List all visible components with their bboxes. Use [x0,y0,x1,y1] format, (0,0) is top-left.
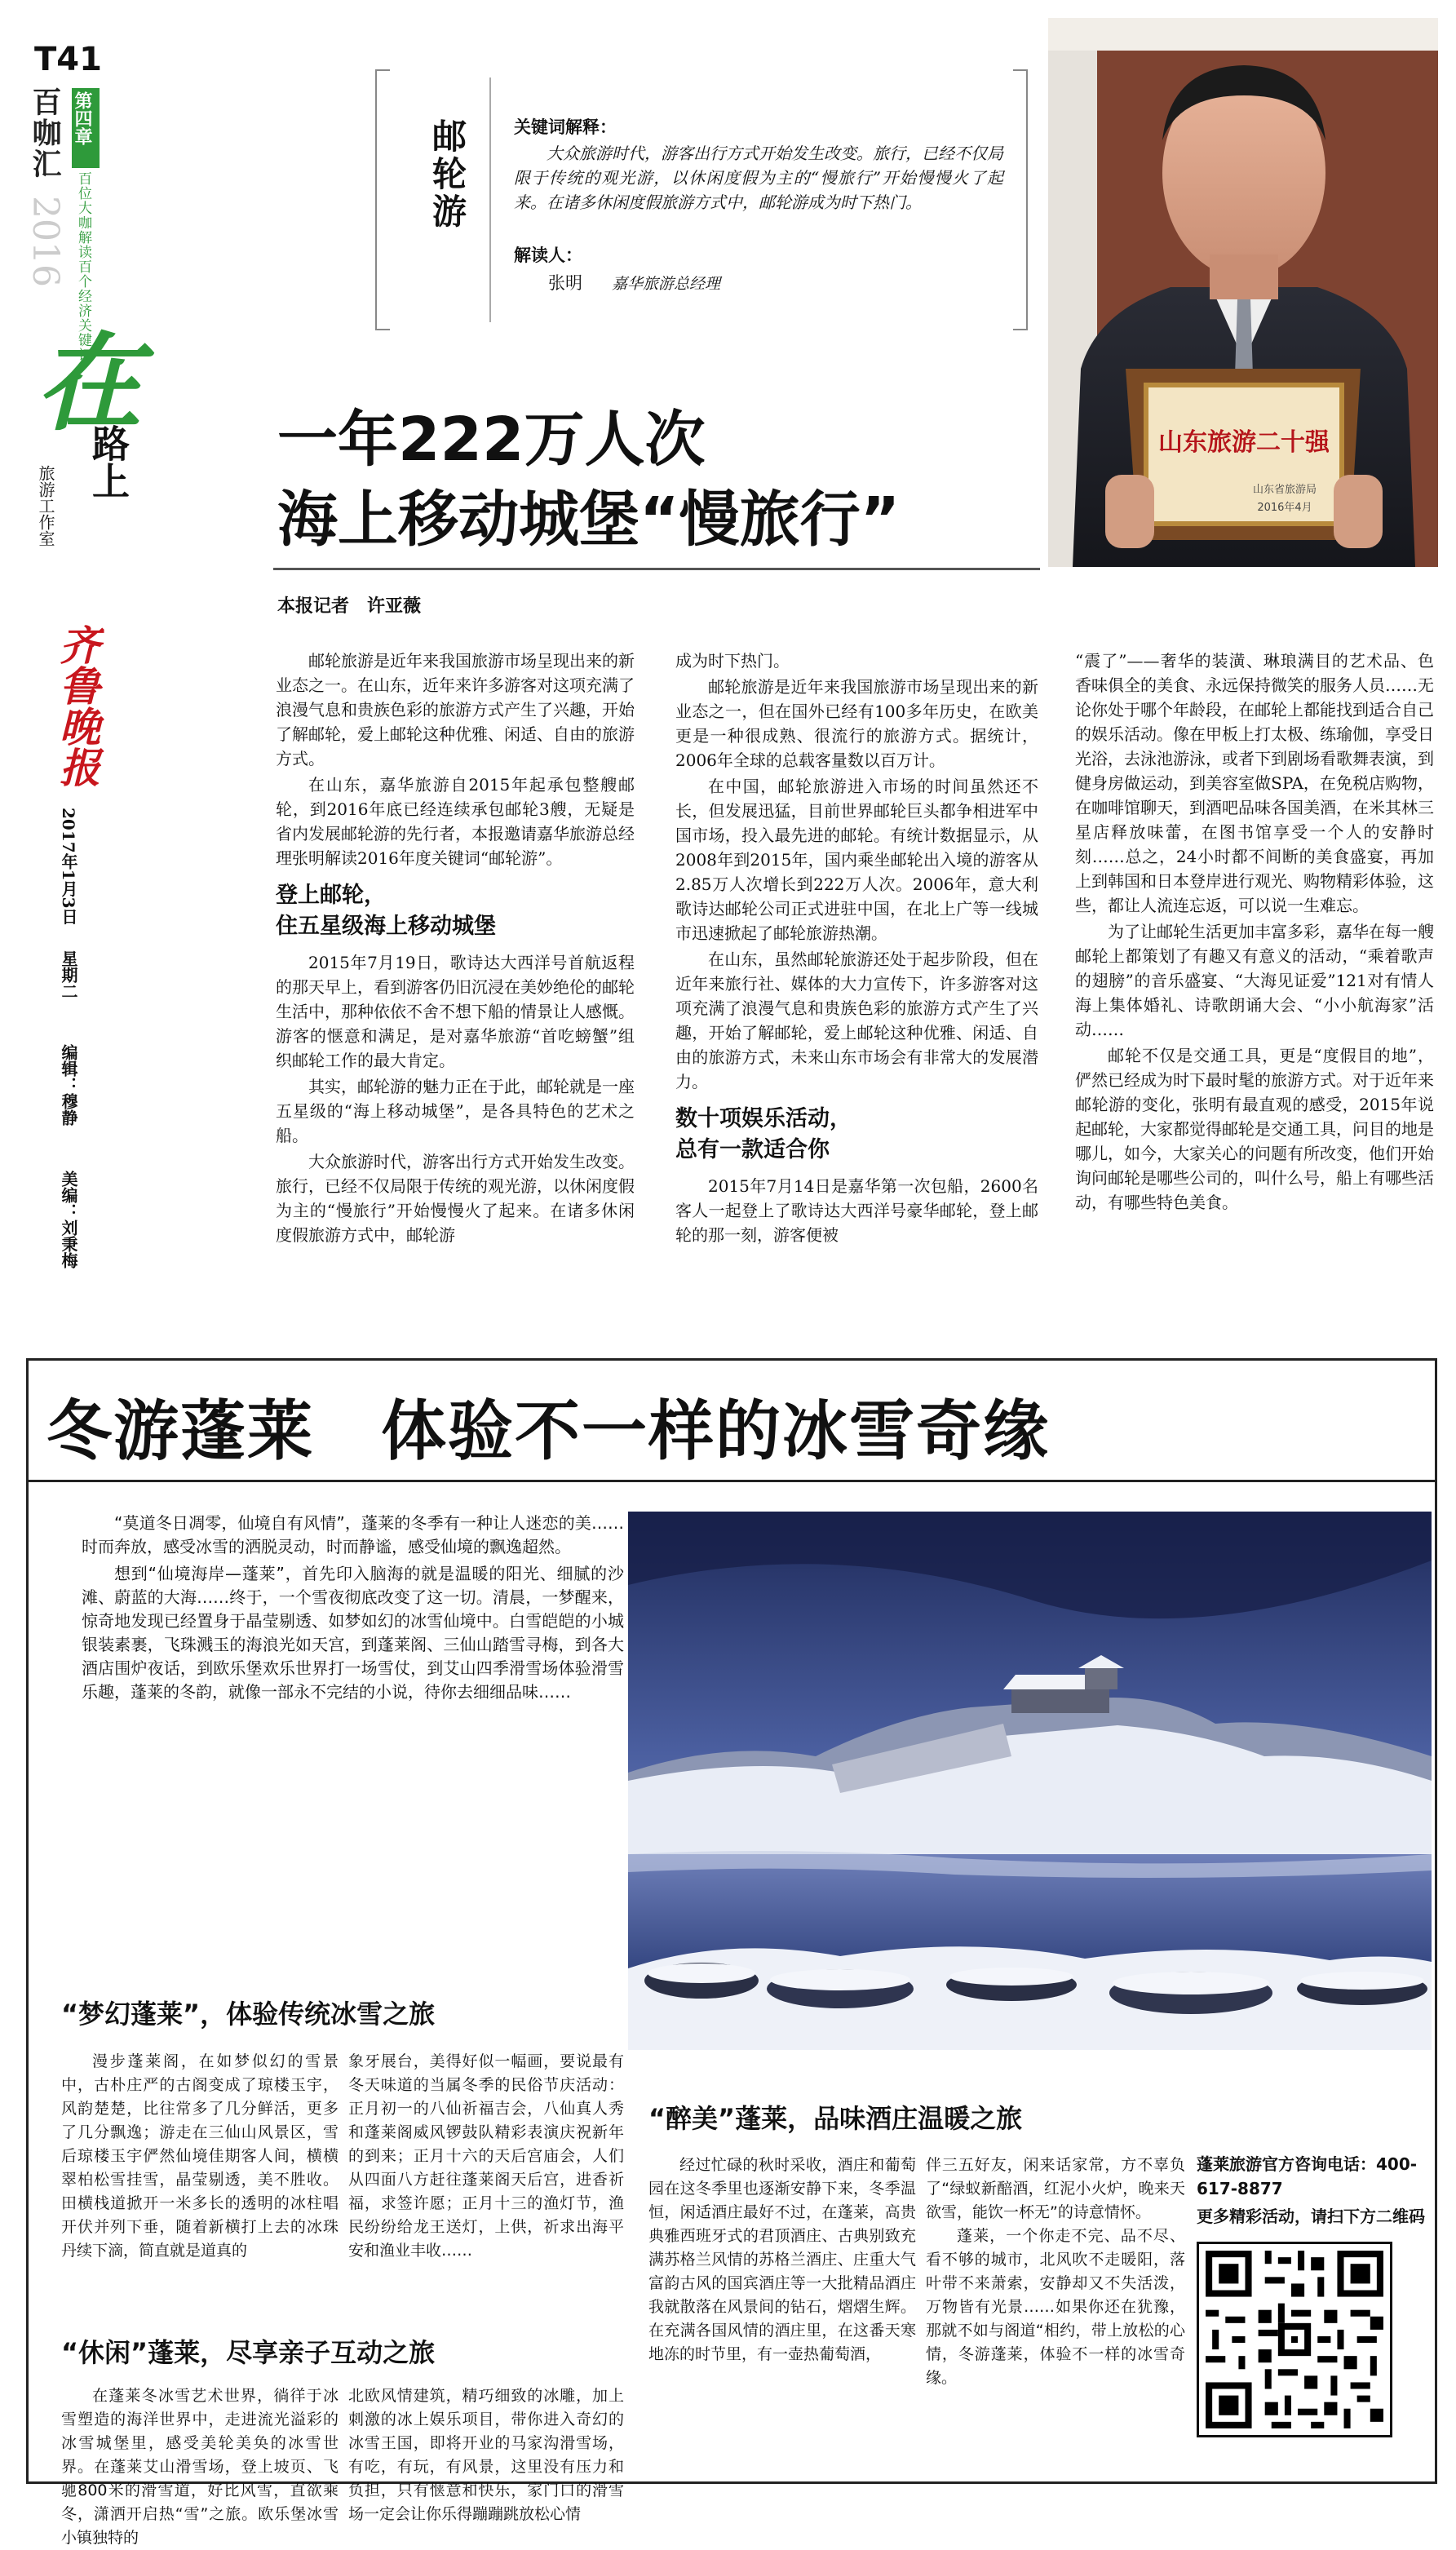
contact-box [1197,2152,1425,2437]
ad-section-2-title [61,2335,435,2370]
ad-headline: 冬游蓬莱 体验不一样的冰雪奇缘 [46,1393,1050,1469]
ad-lead-paragraph: 想到“仙境海岸—蓬莱”，首先印入脑海的就是温暖的阳光、细腻的沙滩、蔚蓝的大海……终于，一个雪夜彻底改变了这一切。清晨，一梦醒来，惊奇地发现已经置身于晶莹剔透、如梦如幻的冰雪仙境中。白雪皑皑的小城银装素裹，飞珠溅玉的海浪光如天宫，到蓬莱阁、三仙山踏雪寻梅，到各大酒店围炉夜话，到欧乐堡欢乐世界打一场雪仗，到艾山四季滑雪场体验滑雪乐趣，蓬莱的冬韵，就像一部永不完结的小说，待你去细细品味…… [82,1564,624,1702]
ad-paragraph: 伴三五好友，闲来话家常，方不辜负了“绿蚁新醅酒，红泥小火炉，晚来天欲雪，能饮一杯无”的诗意情怀。 [926,2156,1185,2221]
contact-more: 更多精彩活动，请扫下方二维码 [1197,2207,1425,2226]
snow-landscape-illustration [628,1512,1432,2050]
ad-headline-rule [29,1480,1435,1482]
newspaper-logo: 齐鲁晚报 [53,624,101,787]
ad-section-title: “休闲”蓬莱，尽享亲子互动之旅 [61,2337,436,2368]
ad-paragraph: 在蓬莱冬冰雪艺术世界，徜徉于冰雪塑造的海洋世界中，走进流光溢彩的冰雪城堡里，感受美轮美奂的冰雪世界。在蓬莱艾山滑雪场，登上坡页、飞驰800米的滑雪道，好比风雪，直欲乘冬，潇洒开启热“雪”之旅。欧乐堡冰雪小镇独特的 [61,2387,339,2547]
ad-lead-paragraph: “莫道冬日凋零，仙境自有风情”，蓬莱的冬季有一种让人迷恋的美……时而奔放，感受冰雪的洒脱灵动，时而静谧，感受仙境的飘逸超然。 [82,1513,624,1556]
article-paragraph: 在中国，邮轮旅游进入市场的时间虽然还不长，但发展迅猛，目前世界邮轮巨头都争相进军中国市场，投入最先进的邮轮。有统计数据显示，从2008年到2015年，国内乘坐邮轮出入境的游客从2.85万人次增长到222万人次。2006年，意大利歌诗达邮轮公司正式进驻中国，在北上广等一线城市迅速掀起了邮轮旅游热潮。 [675,777,1038,943]
article-paragraph: 大众旅游时代，游客出行方式开始发生改变。旅行，已经不仅局限于传统的观光游，以休闲度假为主的“慢旅行”开始慢慢火了起来。在诸多休闲度假旅游方式中，邮轮游 [276,1152,635,1245]
studio-label: 旅游工作室 [36,465,55,547]
reader-title: 嘉华旅游总经理 [612,275,721,293]
headline-line-2: 海上移动城堡“慢旅行” [277,485,901,555]
ad-section-1-title [61,1997,435,2031]
qr-code[interactable] [1197,2242,1392,2437]
editor-credit: 编辑：穆静 [59,1044,78,1126]
keyword-left-bracket [375,69,390,330]
keyword-right-bracket [1013,69,1028,330]
ad-paragraph: 漫步蓬莱阁，在如梦似幻的雪景中，古朴庄严的古阁变成了琼楼玉宇，风韵楚楚，比往常多了几分鲜活，更多了几分飘逸；游走在三仙山风景区，雪后琼楼玉宇俨然仙境佳期客人间，横横翠柏松雪挂雪，晶莹剔透，美不胜收。田横栈道掀开一米多长的透明的冰柱唱开伏并列下垂，随着新横打上去的冰珠丹续下滴，简直就是道真的 [61,2052,339,2260]
plaque-year: 2016年4月 [1257,502,1312,514]
article-column-3 [1075,649,1434,1216]
contact-phone: 蓬莱旅游官方咨询电话：400-617-8877 [1197,2154,1418,2198]
article-paragraph: 2015年7月14日是嘉华第一次包船，2600名客人一起登上了歌诗达大西洋号豪华邮轮，登上邮轮的那一刻，游客便被 [675,1176,1038,1245]
reader-portrait-photo [1048,18,1438,567]
article-paragraph: 在山东，嘉华旅游自2015年起承包整艘邮轮，到2016年底已经连续承包邮轮3艘，无疑是省内发展邮轮游的先行者，本报邀请嘉华旅游总经理张明解读2016年度关键词“邮轮游”。 [276,775,635,868]
qr-code-icon [1199,2244,1390,2435]
ad-section-1-col-a [61,2050,339,2263]
page-number: T41 [34,41,102,78]
keyword-title: 邮轮游 [427,118,467,231]
article-paragraph: 2015年7月19日，歌诗达大西洋号首航返程的那天早上，看到游客仍旧沉浸在美妙绝伦的邮轮生活中，那种依依不舍不想下船的情景让人感慨。游客的惬意和满足，是对嘉华旅游“首吃螃蟹”组织邮轮工作的最大肯定。 [276,953,635,1070]
ad-section-3-col-b [926,2154,1185,2390]
issue-date: 2017年1月3日 [59,808,78,925]
ad-paragraph: 经过忙碌的秋时采收，酒庄和葡萄园在这冬季里也逐渐安静下来，冬季温恒，闲适酒庄最好不过，在蓬莱，高贵典雅西班牙式的君顶酒庄、古典别致充满苏格兰风情的苏格兰酒庄、庄重大气富韵古风的国宾酒庄等一大批精品酒庄我就散落在风景间的钻石，熠熠生辉。在充满各国风情的酒庄里，在这番天寒地冻的时节里，有一壶热葡萄酒， [648,2156,916,2363]
subhead-2: 数十项娱乐活动， 总有一款适合你 [675,1106,852,1162]
reader-label: 解读人： [514,246,582,265]
column-name: 百咖汇 [28,86,62,179]
road-title: 路上 [86,424,131,499]
ad-section-title: “梦幻蓬莱”，体验传统冰雪之旅 [61,1999,436,2030]
article-column-2 [675,649,1038,1249]
headline-underline [273,568,1040,570]
ad-section-2-col-a [61,2384,339,2550]
headline-line-1: 一年222万人次 [277,405,706,475]
big-character: 在 [36,321,143,445]
year-mark: 2016 [24,196,66,287]
article-paragraph: 邮轮旅游是近年来我国旅游市场呈现出来的新业态之一。在山东，近年来许多游客对这项充满了浪漫气息和贵族色彩的旅游方式产生了兴趣，开始了解邮轮，爱上邮轮这种优雅、闲适、自由的旅游方式。 [276,651,635,768]
ad-section-title: “醉美”蓬莱，品味酒庄温暖之旅 [648,2103,1023,2134]
masthead [24,41,143,1313]
article-paragraph: 为了让邮轮生活更加丰富多彩，嘉华在每一艘邮轮上都策划了有趣又有意义的活动，“乘着歌声的翅膀”的音乐盛宴、“大海见证爱”121对有情人海上集体婚礼、诗歌朗诵大会、“小小航海家”活动…… [1075,922,1434,1039]
byline: 本报记者 许亚薇 [277,596,422,617]
explain-text: 大众旅游时代，游客出行方式开始发生改变。旅行，已经不仅局限于传统的观光游，以休闲度假为主的“慢旅行”开始慢慢火了起来。在诸多休闲度假旅游方式中，邮轮游成为时下热门。 [514,144,1003,212]
article-paragraph: “震了”——奢华的装潢、琳琅满目的艺术品、色香味俱全的美食、永远保持微笑的服务人员……无论你处于哪个年龄段，在邮轮上都能找到适合自己的娱乐活动。像在甲板上打太极、练瑜伽，享受日光浴，去泳池游泳，或者下到剧场看歌舞表演，到健身房做运动，到美容室做SPA，在免税店购物，在咖啡馆聊天，到酒吧品味各国美酒，在米其林三星店释放味蕾，在图书馆享受一个人的安静时刻……总之，24小时都不间断的美食盛宴，再加上到韩国和日本登岸进行观光、购物精彩体验，这些，都让人流连忘返，可以说一生难忘。 [1075,651,1434,915]
ad-lead-box [82,1512,624,1704]
article-column-1 [276,649,635,1249]
ad-section-2-col-b [348,2384,624,2526]
article-paragraph: 邮轮旅游是近年来我国旅游市场呈现出来的新业态之一，但在国外已经有100多年历史，在欧美更是一种很成熟、很流行的旅游方式。据统计，2006年全球的总载客量数以百万计。 [675,677,1038,770]
ad-section-1-col-b [348,2050,624,2263]
ad-section-3-col-a [648,2154,916,2366]
plaque-issuer: 山东省旅游局 [1252,484,1317,496]
column-slogan: 百位大咖解读百个经济关键词 [75,171,91,362]
designer-credit: 美编：刘秉梅 [59,1171,78,1268]
article-paragraph: 成为时下热门。 [675,651,790,671]
keyword-box [375,69,1028,330]
article-paragraph: 在山东，虽然邮轮旅游还处于起步阶段，但在近年来旅行社、媒体的大力宣传下，许多游客对这项充满了浪漫气息和贵族色彩的旅游方式产生了兴趣，开始了解邮轮，爱上邮轮这种优雅、闲适、自由的旅游方式，未来山东市场会有非常大的发展潜力。 [675,950,1038,1091]
portrait-illustration [1048,18,1438,567]
article-paragraph: 邮轮不仅是交通工具，更是“度假目的地”，俨然已经成为时下最时髦的旅游方式。对于近年来邮轮游的变化，张明有最直观的感受，2015年说起邮轮，大家都觉得邮轮是交通工具，问目的地是哪儿，如今，大家关心的问题有所改变，他们开始询问邮轮是哪些公司的，叫什么号，船上有哪些活动，有哪些特色美食。 [1075,1046,1434,1212]
ad-paragraph: 北欧风情建筑，精巧细致的冰雕，加上刺激的冰上娱乐项目，带你进入奇幻的冰雪王国，即将开业的马家沟滑雪场，有吃，有玩，有风景，这里没有压力和负担，只有惬意和快乐，家门口的滑雪场一定会让你乐得蹦蹦跳放松心情 [348,2387,624,2523]
chapter-badge: 第四章 [72,88,100,168]
keyword-divider [489,77,491,322]
subhead-1: 登上邮轮， 住五星级海上移动城堡 [276,883,496,939]
ad-paragraph: 象牙展台，美得好似一幅画，要说最有冬天味道的当属冬季的民俗节庆活动：正月初一的八仙祈福吉会，八仙真人秀和蓬莱阁威风锣鼓队精彩表演庆祝新年的到来；正月十六的天后宫庙会，人们从四面八方赶往蓬莱阁天后宫，进香祈福，求签许愿；正月十三的渔灯节，渔民纷纷给龙王送灯，上供，祈求出海平安和渔业丰收…… [348,2052,624,2260]
ad-section-3-title [648,2101,1022,2136]
explain-label: 关键词解释： [514,117,617,137]
plaque-title: 山东旅游二十强 [1158,428,1330,457]
penglai-advertisement [26,1358,1437,2547]
weekday: 星期二 [59,950,78,999]
penglai-snow-photo [628,1512,1432,2050]
ad-paragraph: 蓬莱，一个你走不完、品不尽、看不够的城市，北风吹不走暖阳，落叶带不来萧索，安静却又不失活泼，万物皆有光景……如果你还在犹豫，那就不如与阁道“相约，带上放松的心情，冬游蓬莱，体验不一样的冰雪奇缘。 [926,2227,1185,2387]
article-paragraph: 其实，邮轮游的魅力正在于此，邮轮就是一座五星级的“海上移动城堡”，是各具特色的艺术之船。 [276,1077,635,1145]
reader-name: 张明 [548,273,582,293]
